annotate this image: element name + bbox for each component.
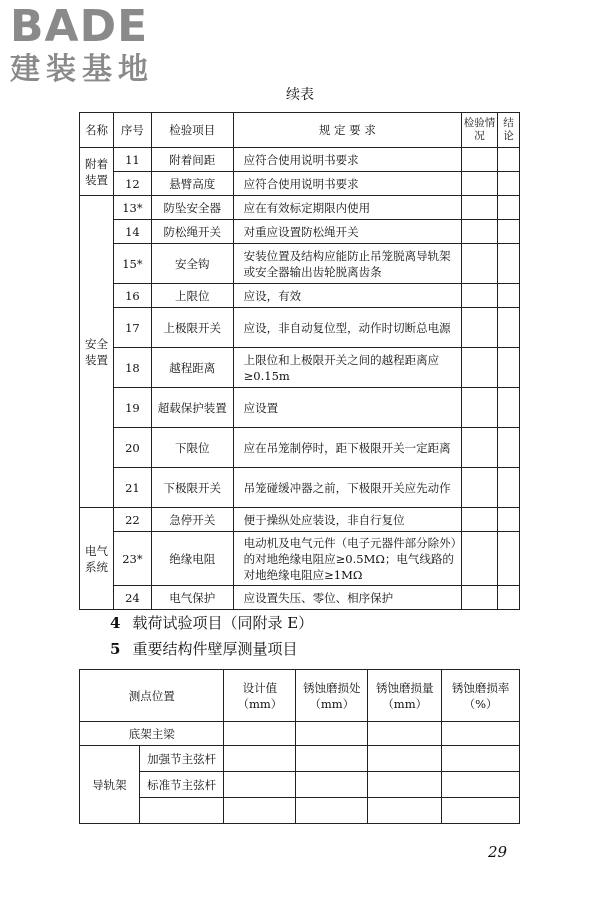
row-item: 下限位	[151, 428, 233, 468]
table-row	[80, 468, 520, 508]
section-5-number: 5	[110, 640, 121, 658]
header-corrosion-amount-unit: （mm）	[382, 696, 428, 711]
data-cell	[442, 798, 520, 824]
table-row	[80, 532, 520, 586]
header-design-label: 设计值	[242, 680, 278, 695]
data-cell	[224, 798, 296, 824]
header-corrosion-amount-label: 锈蚀磨损量	[375, 680, 434, 695]
header-corrosion-amount	[368, 670, 442, 722]
table-row	[80, 508, 520, 532]
header-position: 测点位置	[80, 670, 224, 722]
row-item: 绝缘电阻	[151, 532, 233, 586]
row-status-cell	[462, 244, 498, 284]
table-row	[80, 798, 520, 824]
table-row	[80, 220, 520, 244]
row-no: 18	[113, 348, 151, 388]
row-requirement: 应设，非自动复位型，动作时切断总电源	[233, 308, 461, 348]
row-requirement: 上限位和上极限开关之间的越程距离应≥0.15m	[233, 348, 461, 388]
row-item: 急停开关	[151, 508, 233, 532]
row-requirement: 吊笼碰缓冲器之前，下极限开关应先动作	[233, 468, 461, 508]
header-design-unit: （mm）	[237, 696, 283, 711]
row-conclusion-cell	[497, 532, 519, 586]
group-name: 安全装置	[80, 196, 114, 508]
row-no: 17	[113, 308, 151, 348]
data-cell	[368, 798, 442, 824]
table-row	[80, 746, 520, 772]
row-conclusion-cell	[497, 586, 519, 610]
table-row	[80, 244, 520, 284]
header-item: 检验项目	[151, 113, 233, 148]
row-no: 21	[113, 468, 151, 508]
row-status-cell	[462, 196, 498, 220]
row-no: 20	[113, 428, 151, 468]
logo-text-en: BADE	[10, 1, 149, 52]
row-no: 15*	[113, 244, 151, 284]
table-row	[80, 586, 520, 610]
row-item: 越程距离	[151, 348, 233, 388]
row-item: 电气保护	[151, 586, 233, 610]
header-corrosion-rate-label: 锈蚀磨损率	[451, 680, 510, 695]
row-no: 13*	[113, 196, 151, 220]
row-requirement: 应在有效标定期限内使用	[233, 196, 461, 220]
header-name: 名称	[80, 113, 114, 148]
group-name: 电气系统	[80, 508, 114, 610]
table-header-row	[80, 670, 520, 722]
row-item: 附着间距	[151, 148, 233, 172]
row-requirement: 应符合使用说明书要求	[233, 172, 461, 196]
row-conclusion-cell	[497, 468, 519, 508]
data-cell	[224, 722, 296, 746]
section-4-heading	[110, 612, 313, 633]
data-cell	[224, 772, 296, 798]
header-requirement: 规 定 要 求	[233, 113, 461, 148]
inspection-table	[79, 112, 520, 610]
data-cell	[442, 722, 520, 746]
data-cell	[442, 746, 520, 772]
header-corrosion-rate	[442, 670, 520, 722]
table-row	[80, 722, 520, 746]
table-row	[80, 148, 520, 172]
row-status-cell	[462, 348, 498, 388]
data-cell	[296, 798, 368, 824]
row-conclusion-cell	[497, 220, 519, 244]
row-base-beam: 底架主梁	[80, 722, 224, 746]
row-requirement: 安装位置及结构应能防止吊笼脱离导轨架或安全器输出齿轮脱离齿条	[233, 244, 461, 284]
row-status-cell	[462, 532, 498, 586]
row-requirement: 应符合使用说明书要求	[233, 148, 461, 172]
row-no: 12	[113, 172, 151, 196]
header-inspection-status: 检验情况	[462, 113, 498, 148]
header-design	[224, 670, 296, 722]
rail-row-label-empty	[139, 798, 224, 824]
header-corrosion-position-unit: （mm）	[309, 696, 355, 711]
row-status-cell	[462, 220, 498, 244]
row-no: 14	[113, 220, 151, 244]
row-conclusion-cell	[497, 244, 519, 284]
row-status-cell	[462, 586, 498, 610]
row-status-cell	[462, 148, 498, 172]
data-cell	[442, 772, 520, 798]
row-requirement: 便于操纵处应装设，非自行复位	[233, 508, 461, 532]
row-item: 上限位	[151, 284, 233, 308]
row-status-cell	[462, 172, 498, 196]
group-name: 附着装置	[80, 148, 114, 196]
row-no: 22	[113, 508, 151, 532]
group-rail: 导轨架	[80, 746, 140, 824]
table-row	[80, 284, 520, 308]
row-requirement: 对重应设置防松绳开关	[233, 220, 461, 244]
row-requirement: 应在吊笼制停时，距下极限开关一定距离	[233, 428, 461, 468]
table-row	[80, 428, 520, 468]
table-row	[80, 308, 520, 348]
brand-logo	[10, 1, 154, 88]
row-no: 16	[113, 284, 151, 308]
row-status-cell	[462, 388, 498, 428]
row-conclusion-cell	[497, 284, 519, 308]
row-conclusion-cell	[497, 196, 519, 220]
row-status-cell	[462, 308, 498, 348]
row-conclusion-cell	[497, 172, 519, 196]
row-item: 超载保护装置	[151, 388, 233, 428]
row-conclusion-cell	[497, 508, 519, 532]
data-cell	[296, 722, 368, 746]
row-item: 悬臂高度	[151, 172, 233, 196]
table-row	[80, 172, 520, 196]
table-row	[80, 772, 520, 798]
rail-row-label: 标准节主弦杆	[139, 772, 224, 798]
section-4-text: 载荷试验项目（同附录 E）	[132, 614, 314, 632]
header-corrosion-rate-unit: （%）	[463, 696, 498, 711]
rail-row-label: 加强节主弦杆	[139, 746, 224, 772]
thickness-table	[79, 669, 520, 824]
header-conclusion: 结论	[497, 113, 519, 148]
row-requirement: 应设置失压、零位、相序保护	[233, 586, 461, 610]
continued-title: 续表	[286, 87, 314, 103]
row-item: 防松绳开关	[151, 220, 233, 244]
header-corrosion-position	[296, 670, 368, 722]
row-conclusion-cell	[497, 388, 519, 428]
row-item: 防坠安全器	[151, 196, 233, 220]
table-row	[80, 348, 520, 388]
table-row	[80, 196, 520, 220]
row-requirement: 应设，有效	[233, 284, 461, 308]
header-corrosion-position-label: 锈蚀磨损处	[303, 680, 361, 695]
data-cell	[368, 722, 442, 746]
section-5-heading	[110, 638, 297, 659]
row-no: 23*	[113, 532, 151, 586]
row-no: 19	[113, 388, 151, 428]
row-conclusion-cell	[497, 348, 519, 388]
logo-text-cn: 建装基地	[10, 52, 154, 87]
row-conclusion-cell	[497, 148, 519, 172]
row-no: 11	[113, 148, 151, 172]
row-conclusion-cell	[497, 308, 519, 348]
table-header-row	[80, 113, 520, 148]
row-status-cell	[462, 508, 498, 532]
header-no: 序号	[113, 113, 151, 148]
page-number: 29	[488, 843, 508, 861]
data-cell	[296, 772, 368, 798]
row-item: 安全钩	[151, 244, 233, 284]
section-4-number: 4	[110, 614, 121, 632]
section-5-text: 重要结构件壁厚测量项目	[132, 640, 298, 658]
data-cell	[368, 746, 442, 772]
row-conclusion-cell	[497, 428, 519, 468]
row-no: 24	[113, 586, 151, 610]
row-item: 下极限开关	[151, 468, 233, 508]
row-requirement: 电动机及电气元件（电子元器件部分除外）的对地绝缘电阻应≥0.5MΩ；电气线路的对地绝缘电阻应≥1MΩ	[233, 532, 461, 586]
data-cell	[368, 772, 442, 798]
data-cell	[296, 746, 368, 772]
row-status-cell	[462, 284, 498, 308]
data-cell	[224, 746, 296, 772]
row-status-cell	[462, 428, 498, 468]
row-requirement: 应设置	[233, 388, 461, 428]
table-row	[80, 388, 520, 428]
row-item: 上极限开关	[151, 308, 233, 348]
row-status-cell	[462, 468, 498, 508]
